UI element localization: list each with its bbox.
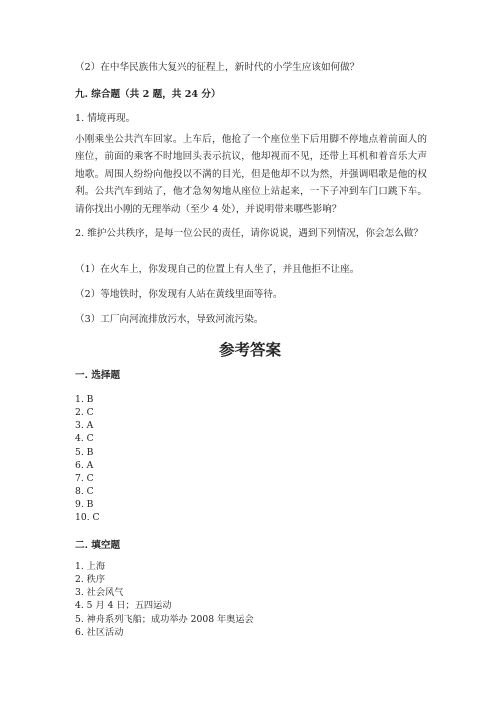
sub-question: （1）在火车上，你发现自己的位置上有人坐了，并且他拒不让座。 [75,264,360,275]
list-item: 4. 5 月 4 日；五四运动 [75,600,172,612]
section-heading: 九. 综合题（共 2 题，共 24 分） [75,89,221,100]
sub-question: （3）工厂向河流排放污水，导致河流污染。 [75,314,264,325]
list-item: 6. A [75,459,94,471]
list-item: 2. 秩序 [75,574,106,586]
list-item: 2. C [75,407,94,419]
section-heading: 二. 填空题 [75,540,121,551]
list-item: 8. C [75,485,94,497]
list-item: 5. B [75,446,94,458]
list-item: 3. 社会风气 [75,587,124,599]
list-item: 6. 社区活动 [75,626,124,638]
list-item: 9. B [75,499,94,511]
fill-answer-list [75,560,254,639]
list-item: 1. 上海 [75,561,106,572]
list-item: 5. 神舟系列飞船；成功举办 2008 年奥运会 [75,613,254,625]
question-title: 2. 维护公共秩序，是每一位公民的责任，请你说说，遇到下列情况，你会怎么做？ [75,228,423,239]
list-item: 7. C [75,472,94,484]
scenario-paragraph: 小刚乘坐公共汽车回家。上车后，他抢了一个座位坐下后用脚不停地点着前面人的座位，前面的乘客不时地回头表示抗议，他却视而不见，还带上耳机和着音乐大声地歌。周围人纷纷向他投以不满的目光，但是他却不以为然，并强调唱歌是他的权利。公共汽车到站了，他才急匆匆地从座位上站起来，一下子冲到车门口跳下车。请你找出小刚的无理举动（至少 4 处），并说明带来哪些影响？ [75,134,427,215]
list-item: 1. B [75,394,94,405]
list-item: 10. C [75,512,100,524]
list-item: 3. A [75,420,94,432]
section-heading: 一. 选择题 [75,370,121,381]
answer-key-title: 参考答案 [218,340,281,359]
sub-question: （2）等地铁时，你发现有人站在黄线里面等待。 [75,289,283,300]
choice-answer-list [75,393,100,524]
question-text: （2）在中华民族伟大复兴的征程上，新时代的小学生应该如何做？ [75,62,360,73]
question-title: 1. 情境再现。 [75,113,136,124]
list-item: 4. C [75,433,94,445]
